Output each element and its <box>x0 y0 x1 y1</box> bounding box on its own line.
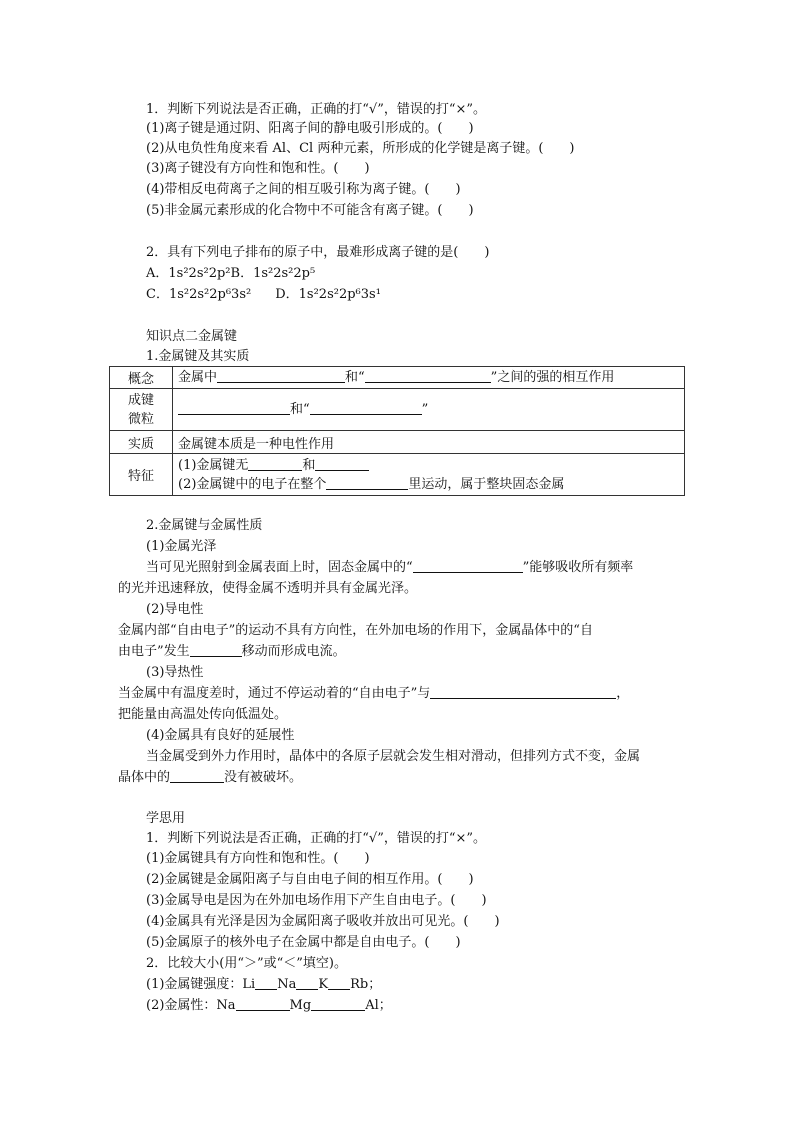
blank <box>296 976 318 990</box>
table-head-particles <box>110 389 173 431</box>
q1-item-4: (4)带相反电荷离子之间的相互吸引称为离子键。( ) <box>146 182 461 197</box>
practice-q2-title: 2．比较大小(用“＞”或“＜”填空)。 <box>146 956 347 971</box>
cell-text: 和“ <box>290 402 310 417</box>
luster-text-1 <box>146 559 633 577</box>
text: (1)金属键强度：Li <box>146 977 256 992</box>
q2-option-c: C．1s²2s²2p⁶3s² <box>146 287 252 302</box>
q1-item-2: (2)从电负性角度来看 Al、Cl 两种元素，所形成的化学键是离子键。( ) <box>146 141 575 156</box>
cell-text: (1)金属键无 <box>178 457 249 473</box>
conductivity-title: (2)导电性 <box>146 602 204 617</box>
heat-title: (3)导热性 <box>146 665 204 680</box>
table-row <box>110 454 685 496</box>
blank <box>328 976 350 990</box>
cell-text: 里运动，属于整块固态金属 <box>408 476 565 492</box>
table-row <box>110 367 685 389</box>
q2-options-cd <box>146 286 381 304</box>
blank <box>248 457 302 471</box>
q2-option-a: A．1s²2s²2p² <box>146 266 231 281</box>
q1-item-1: (1)离子键是通过阴、阳离子间的静电吸引形成的。( ) <box>146 121 474 136</box>
text: K <box>318 977 329 992</box>
q1-item-5: (5)非金属元素形成的化合物中不可能含有离子键。( ) <box>146 203 474 218</box>
text: 移动而形成电流。 <box>241 644 346 659</box>
text: ， <box>616 686 630 701</box>
practice-q1-title: 1．判断下列说法是否正确，正确的打“√”，错误的打“×”。 <box>146 831 487 846</box>
table-head-essence: 实质 <box>110 431 173 454</box>
blank <box>413 559 523 573</box>
blank <box>365 369 491 383</box>
head-line: 成键 <box>127 392 154 408</box>
heat-text-2: 把能量由高温处传向低温处。 <box>118 707 288 722</box>
ductility-text-1: 当金属受到外力作用时，晶体中的各原子层就会发生相对滑动，但排列方式不变，金属 <box>146 749 641 764</box>
q1-item-3: (3)离子键没有方向性和饱和性。( ) <box>146 161 370 176</box>
heat-text-1 <box>118 685 629 703</box>
blank <box>255 976 277 990</box>
blank <box>236 997 290 1011</box>
luster-text-2: 的光并迅速释放，使得金属不透明并具有金属光泽。 <box>118 581 418 596</box>
practice-q1-item-2: (2)金属键是金属阳离子与自由电子间的相互作用。( ) <box>146 872 474 887</box>
text: Al； <box>365 998 392 1013</box>
practice-q2-line-2 <box>146 997 392 1015</box>
table-row <box>110 431 685 454</box>
cell-text: 金属中 <box>178 370 218 385</box>
table-head-concept: 概念 <box>110 367 173 389</box>
blank <box>310 401 422 415</box>
blank <box>190 643 242 657</box>
q2-option-b: B．1s²2s²2p⁵ <box>230 266 316 281</box>
text: 当金属中有温度差时，通过不停运动着的“自由电子”与 <box>118 686 431 701</box>
cell-text: 和“ <box>345 370 365 385</box>
blank <box>170 769 224 783</box>
text: Na <box>277 977 297 992</box>
practice-q1-item-5: (5)金属原子的核外电子在金属中都是自由电子。( ) <box>146 935 461 950</box>
text: Mg <box>289 998 312 1013</box>
text: 没有被破坏。 <box>224 770 303 785</box>
table-cell-concept <box>173 367 685 389</box>
table-head-features: 特征 <box>110 454 173 496</box>
blank <box>178 401 290 415</box>
q1-title: 1．判断下列说法是否正确，正确的打“√”，错误的打“×”。 <box>146 102 487 117</box>
blank <box>315 457 369 471</box>
conductivity-text-1: 金属内部“自由电子”的运动不具有方向性，在外加电场的作用下，金属晶体中的“自 <box>118 623 593 638</box>
blank <box>311 997 365 1011</box>
text: 由电子”发生 <box>118 644 190 659</box>
section-heading-metal-bond: 知识点二金属键 <box>146 329 238 344</box>
subheading-1: 1.金属键及其实质 <box>146 349 250 364</box>
table-row <box>110 389 685 431</box>
metal-bond-table <box>109 366 685 496</box>
table-cell-particles <box>173 389 685 431</box>
text: ”能够吸收所有频率 <box>522 560 634 575</box>
subheading-2: 2.金属键与金属性质 <box>146 518 263 533</box>
table-cell-features <box>173 454 685 496</box>
text: 当可见光照射到金属表面上时，固态金属中的“ <box>146 560 413 575</box>
text: 晶体中的 <box>118 770 171 785</box>
blank <box>326 476 408 490</box>
practice-q1-item-4: (4)金属具有光泽是因为金属阳离子吸收并放出可见光。( ) <box>146 914 500 929</box>
conductivity-text-2 <box>118 643 346 661</box>
q2-title: 2．具有下列电子排布的原子中，最难形成离子键的是( ) <box>146 245 490 260</box>
blank <box>430 685 616 699</box>
practice-q1-item-3: (3)金属导电是因为在外加电场作用下产生自由电子。( ) <box>146 893 487 908</box>
q2-option-d: D．1s²2s²2p⁶3s¹ <box>275 287 381 302</box>
ductility-text-2 <box>118 769 302 787</box>
head-line: 微粒 <box>127 411 154 427</box>
q2-options-ab <box>146 265 315 283</box>
table-cell-essence: 金属键本质是一种电性作用 <box>173 431 685 454</box>
cell-text: 和 <box>302 457 316 473</box>
text: Rb； <box>350 977 382 992</box>
practice-q1-item-1: (1)金属键具有方向性和饱和性。( ) <box>146 851 370 866</box>
ductility-title: (4)金属具有良好的延展性 <box>146 728 295 743</box>
cell-text: ” <box>421 402 429 417</box>
blank <box>217 369 345 383</box>
section-heading-practice: 学思用 <box>146 811 186 826</box>
practice-q2-line-1 <box>146 976 381 994</box>
text: (2)金属性：Na <box>146 998 236 1013</box>
cell-text: (2)金属键中的电子在整个 <box>178 476 327 492</box>
cell-text: ”之间的强的相互作用 <box>490 370 615 385</box>
luster-title: (1)金属光泽 <box>146 539 217 554</box>
